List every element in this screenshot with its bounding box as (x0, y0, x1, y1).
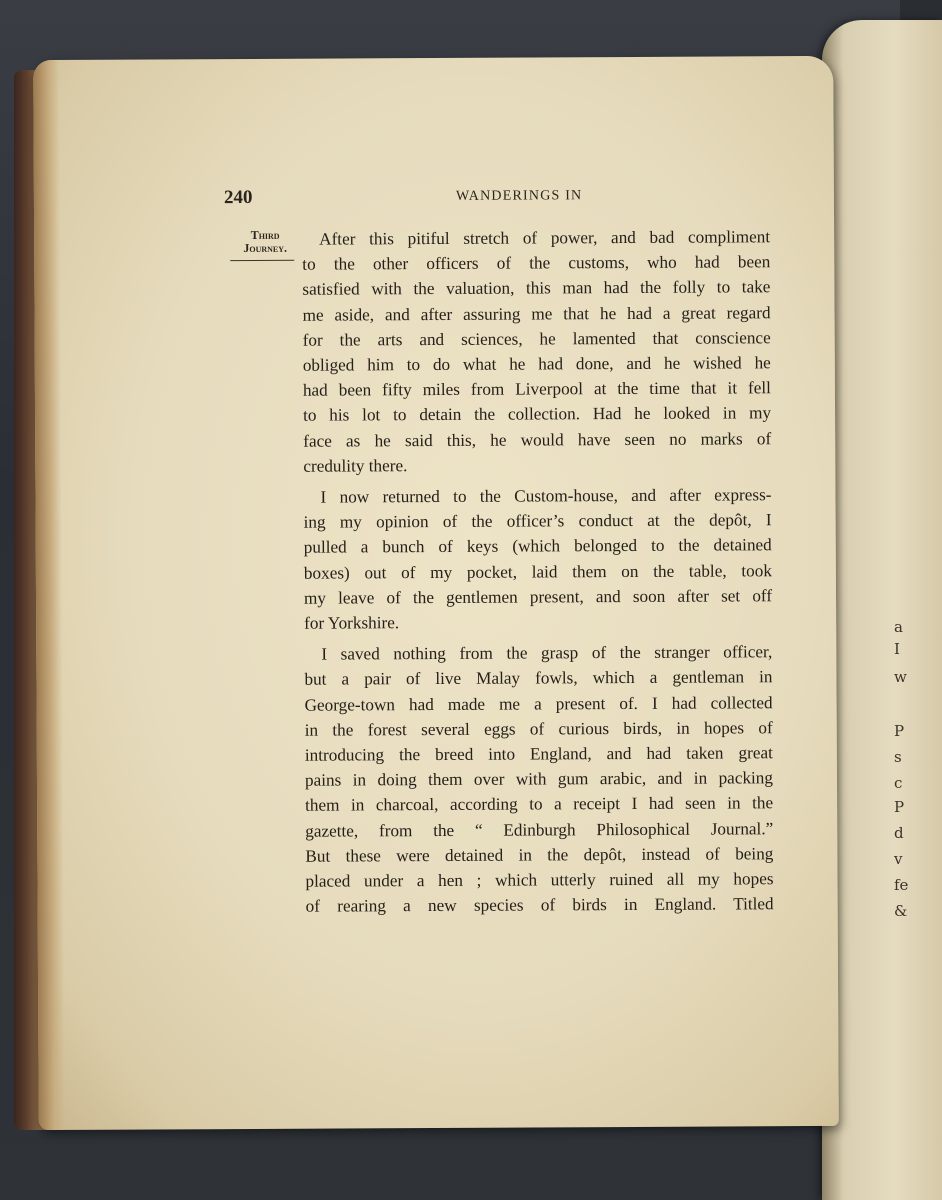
text-line: me aside, and after assuring me that he had a great regard (302, 302, 771, 325)
text-line: ing my opinion of the officer’s conduct at the depôt, I (303, 510, 772, 532)
text-line: George-town had made me a present of. I had collected (304, 692, 773, 715)
text-line: them in charcoal, according to a receipt I had seen in the (305, 793, 774, 816)
facing-page-fragment: P (894, 722, 905, 740)
facing-page-fragment: w (894, 668, 907, 686)
running-head: WANDERINGS IN (455, 188, 583, 204)
text-line: of rearing a new species of birds in England. Titled (305, 894, 774, 916)
text-line: in the forest several eggs of curious birds, in hopes of (304, 718, 773, 740)
facing-page-fragment: c (894, 774, 903, 792)
text-line: my leave of the gentlemen present, and soon after set off (303, 586, 773, 608)
facing-page-fragment: fe (894, 876, 909, 894)
page-edge-stain (33, 60, 65, 1130)
text-line: I now returned to the Custom-house, and after express- (320, 485, 772, 507)
margin-note (230, 229, 300, 255)
facing-page-fragment: s (894, 748, 902, 766)
text-line: for Yorkshire. (304, 613, 400, 633)
text-line: but a pair of live Malay fowls, which a gentleman in (304, 667, 773, 690)
margin-rule (230, 260, 294, 261)
body-text (302, 224, 774, 919)
text-line: gazette, from the “ Edinburgh Philosophical Journal.” (305, 818, 774, 841)
text-line: for the arts and sciences, he lamented that conscience (302, 328, 771, 350)
text-line: After this pitiful stretch of power, and bad compliment (319, 227, 771, 249)
facing-page (822, 20, 942, 1200)
facing-page-fragment: P (894, 798, 905, 816)
facing-page-fragment: & (894, 902, 908, 920)
text-line: to his lot to detain the collection. Had he looked in my (303, 403, 772, 426)
text-line: to the other officers of the customs, who had been (302, 252, 771, 274)
text-line: boxes) out of my pocket, laid them on the table, took (303, 560, 772, 583)
book-page (33, 56, 839, 1130)
text-line: face as he said this, he would have seen no marks of (303, 428, 772, 451)
facing-page-fragment: a (894, 618, 903, 636)
text-line: introducing the breed into England, and had taken great (304, 743, 773, 765)
text-line: obliged him to do what he had done, and he wished he (302, 353, 771, 375)
margin-note-line: Journey. (243, 240, 288, 256)
text-line: I saved nothing from the grasp of the stranger officer, (321, 642, 773, 664)
text-line: pulled a bunch of keys (which belonged to the detained (303, 535, 772, 558)
text-line: But these were detained in the depôt, instead of being (305, 844, 774, 866)
page-number: 240 (223, 186, 253, 209)
text-line: pains in doing them over with gum arabic, and in packing (304, 768, 774, 790)
text-line: credulity there. (303, 455, 408, 476)
facing-page-fragment: d (894, 824, 904, 842)
facing-page-fragment: I (894, 640, 900, 658)
facing-page-fragment: v (894, 850, 903, 868)
text-line: had been fifty miles from Liverpool at the time that it fell (302, 378, 771, 400)
margin-note-line: Third (250, 227, 280, 242)
page-header (224, 184, 784, 211)
text-line: satisfied with the valuation, this man had the folly to take (302, 277, 771, 300)
text-line: placed under a hen ; which utterly ruined all my hopes (305, 869, 774, 891)
